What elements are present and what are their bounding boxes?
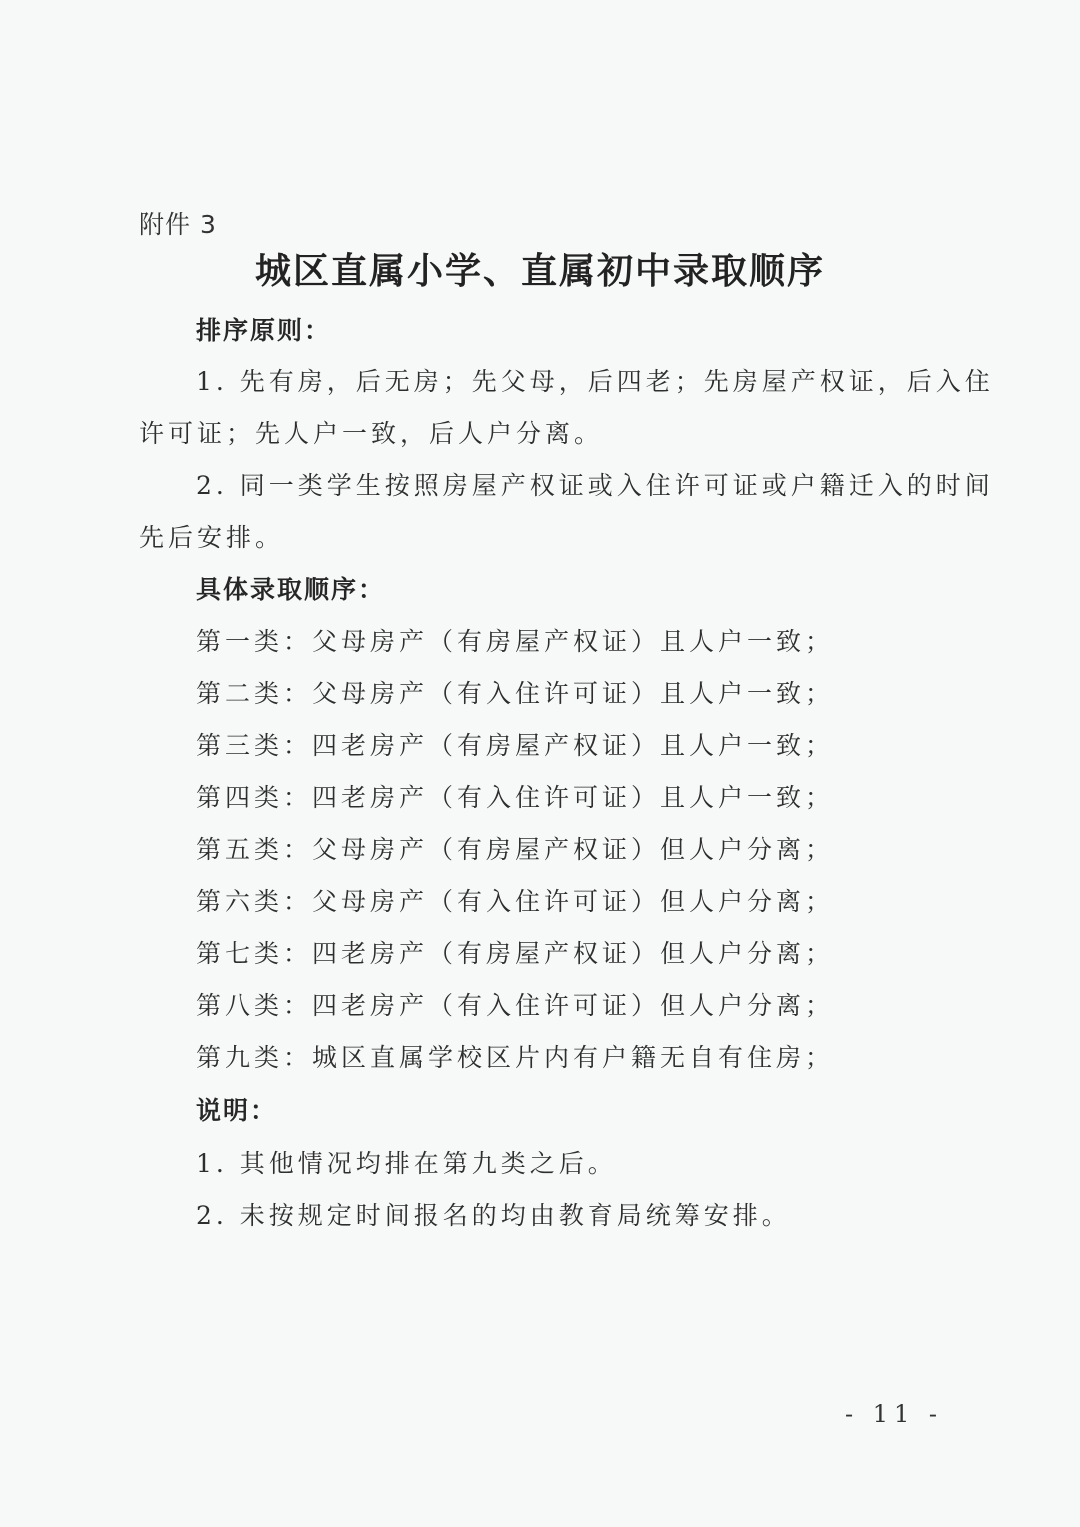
page-number: - 11 - xyxy=(845,1400,944,1428)
order-item-6: 第六类：父母房产（有入住许可证）但人户分离； xyxy=(196,887,835,916)
principle-2-line-2: 先后安排。 xyxy=(139,523,285,552)
order-item-3: 第三类：四老房产（有房屋产权证）且人户一致； xyxy=(196,731,835,760)
notes-heading: 说明： xyxy=(196,1096,278,1125)
order-item-4: 第四类：四老房产（有入住许可证）且人户一致； xyxy=(196,783,835,812)
principle-1-line-2: 许可证；先人户一致，后人户分离。 xyxy=(139,419,604,448)
order-item-8: 第八类：四老房产（有入住许可证）但人户分离； xyxy=(196,991,835,1020)
principles-heading: 排序原则： xyxy=(196,316,332,345)
document-title: 城区直属小学、直属初中录取顺序 xyxy=(254,251,825,292)
principle-2-line-1: 2. 同一类学生按照房屋产权证或入住许可证或户籍迁入的时间 xyxy=(196,471,994,500)
order-item-5: 第五类：父母房产（有房屋产权证）但人户分离； xyxy=(196,835,835,864)
order-item-1: 第一类：父母房产（有房屋产权证）且人户一致； xyxy=(196,627,835,656)
order-item-2: 第二类：父母房产（有入住许可证）且人户一致； xyxy=(196,679,835,708)
order-heading: 具体录取顺序： xyxy=(196,575,386,604)
principle-1-line-1: 1. 先有房，后无房；先父母，后四老；先房屋产权证，后入住 xyxy=(196,367,994,396)
order-item-7: 第七类：四老房产（有房屋产权证）但人户分离； xyxy=(196,939,835,968)
note-item-1: 1. 其他情况均排在第九类之后。 xyxy=(196,1149,617,1178)
order-item-9: 第九类：城区直属学校区片内有户籍无自有住房； xyxy=(196,1043,835,1072)
attachment-label: 附件 3 xyxy=(139,210,217,239)
note-item-2: 2. 未按规定时间报名的均由教育局统筹安排。 xyxy=(196,1201,791,1230)
